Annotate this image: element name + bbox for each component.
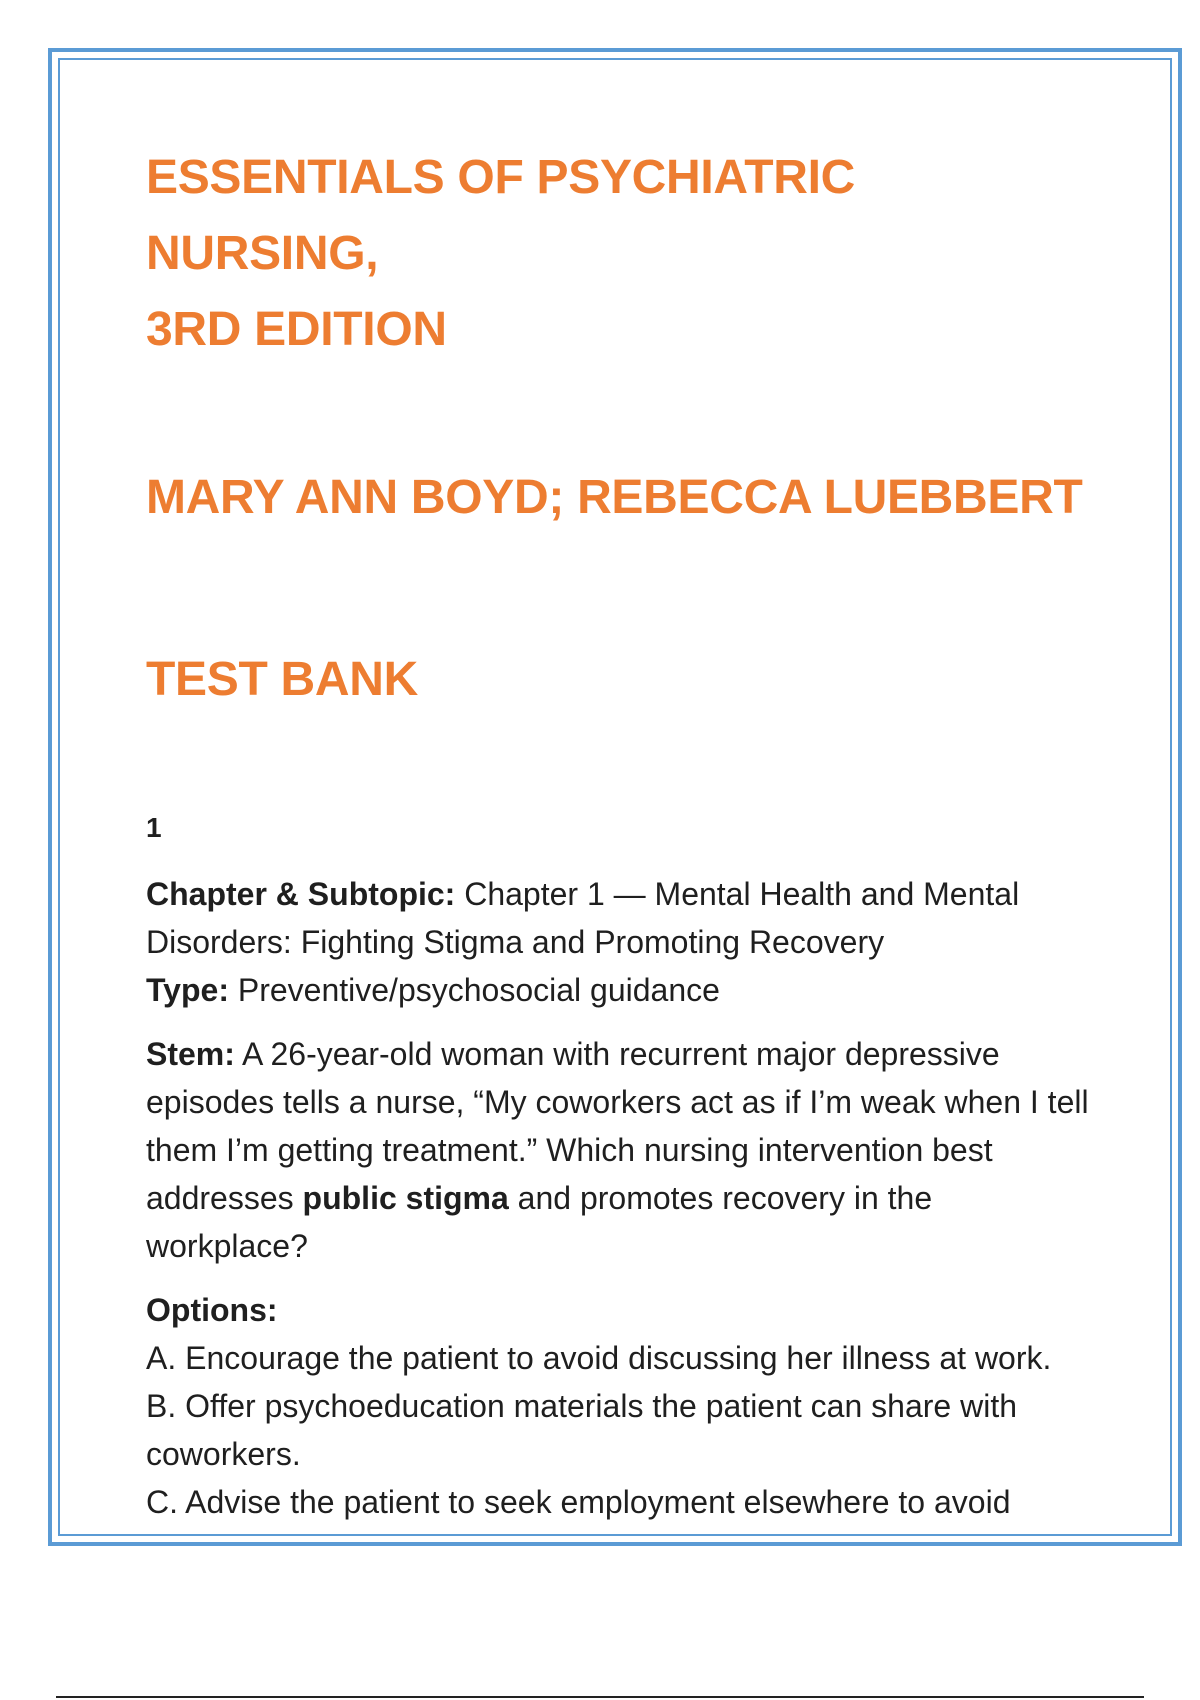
question-options (146, 1286, 1096, 1526)
chapter-subtopic (146, 870, 1096, 966)
book-title-line-2: 3RD EDITION (146, 303, 447, 356)
page-content (146, 140, 1096, 1526)
book-authors: MARY ANN BOYD; REBECCA LUEBBERT (146, 471, 1083, 524)
option-a: A. Encourage the patient to avoid discussing her illness at work. (146, 1340, 1052, 1376)
question-type-label: Type: (146, 972, 229, 1008)
stem-text-part-1: A 26-year-old woman with recurrent major depressive episodes tells a nurse, “My coworkers act as if I’m weak when I tell them I’m getting treatment.” Which nursing intervention best addresses (146, 1036, 1089, 1216)
stem-paragraph (146, 1030, 1096, 1270)
stem-label: Stem: (146, 1036, 235, 1072)
chapter-subtopic-label: Chapter & Subtopic: (146, 876, 456, 912)
stem-emphasis: public stigma (302, 1180, 509, 1216)
question-meta (146, 870, 1096, 1014)
question-number: 1 (146, 812, 162, 843)
option-c: C. Advise the patient to seek employment elsewhere to avoid (146, 1484, 1011, 1520)
stem-text-part-2: and promotes recovery in the workplace? (146, 1180, 933, 1264)
question-type-value: Preventive/psychosocial guidance (237, 972, 720, 1008)
chapter-subtopic-value: Chapter 1 — Mental Health and Mental Disorders: Fighting Stigma and Promoting Recovery (146, 876, 1020, 960)
option-b: B. Offer psychoeducation materials the patient can share with coworkers. (146, 1388, 1017, 1472)
document-type-heading: TEST BANK (146, 653, 418, 706)
options-label: Options: (146, 1292, 278, 1328)
footer-divider (56, 1696, 1144, 1698)
question-stem (146, 1030, 1096, 1270)
question-type (146, 966, 1096, 1014)
book-title-line-1: ESSENTIALS OF PSYCHIATRIC NURSING, (146, 151, 856, 280)
